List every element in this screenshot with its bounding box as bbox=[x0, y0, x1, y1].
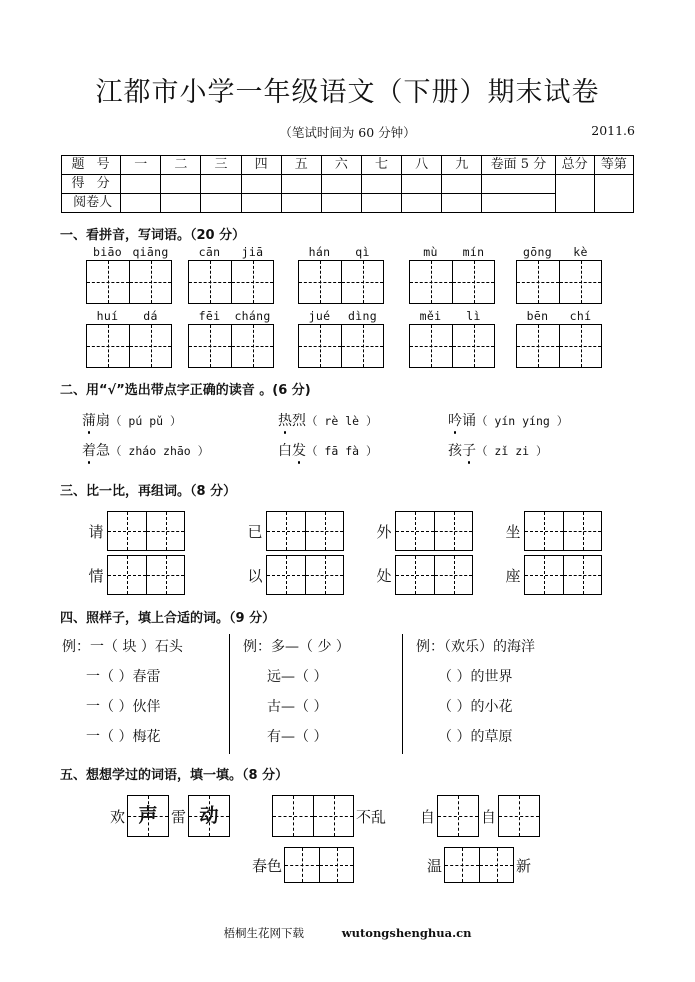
section-5-row-1 bbox=[0, 795, 695, 847]
word-char: 急 bbox=[96, 443, 110, 459]
answer-grid[interactable] bbox=[516, 324, 602, 368]
pinyin-syllable: mù bbox=[423, 245, 438, 259]
writing-cell[interactable] bbox=[189, 325, 231, 367]
answer-grid[interactable] bbox=[298, 260, 384, 304]
pinyin-word-group bbox=[516, 309, 602, 368]
answer-grid[interactable] bbox=[266, 555, 344, 595]
marker-cell-9[interactable] bbox=[442, 194, 482, 213]
pinyin-word-group bbox=[298, 245, 384, 304]
pronunciation-choice-item[interactable] bbox=[278, 440, 377, 460]
row-label-score: 得 分 bbox=[62, 175, 121, 194]
fill-blank-line[interactable]: （ ）的小花 bbox=[438, 699, 513, 715]
writing-cell[interactable] bbox=[108, 556, 146, 594]
answer-grid[interactable] bbox=[188, 795, 230, 837]
prompt-character: 座 bbox=[505, 566, 521, 585]
idiom-character: 欢 bbox=[110, 807, 126, 826]
row-label-marker: 阅卷人 bbox=[62, 194, 121, 213]
writing-cell[interactable] bbox=[305, 556, 343, 594]
pinyin-options[interactable]: （ pú pǔ ） bbox=[110, 414, 182, 428]
answer-grid[interactable] bbox=[444, 847, 514, 883]
pinyin-syllable: mín bbox=[462, 245, 485, 259]
word-char: 诵 bbox=[462, 413, 476, 429]
answer-grid[interactable] bbox=[188, 260, 274, 304]
pinyin-syllable: qì bbox=[355, 245, 370, 259]
writing-cell[interactable] bbox=[267, 556, 305, 594]
score-cell-1[interactable] bbox=[121, 175, 161, 194]
example-line: 例：多—（ 少 ） bbox=[243, 639, 350, 655]
answer-grid[interactable] bbox=[395, 511, 473, 551]
filled-character: 动 bbox=[199, 804, 219, 827]
answer-grid[interactable] bbox=[107, 511, 185, 551]
fill-blank-line[interactable]: （ ）的草原 bbox=[438, 729, 513, 745]
prompt-character: 坐 bbox=[505, 522, 521, 541]
writing-cell[interactable] bbox=[410, 261, 452, 303]
pronunciation-choice-item[interactable] bbox=[278, 410, 377, 430]
pinyin-syllable: lì bbox=[466, 309, 481, 323]
score-cell-2[interactable] bbox=[161, 175, 201, 194]
score-cell-4[interactable] bbox=[241, 175, 281, 194]
writing-cell[interactable] bbox=[559, 325, 601, 367]
pinyin-syllable: kè bbox=[573, 245, 588, 259]
pinyin-syllable: cháng bbox=[234, 309, 271, 323]
fill-blank-line[interactable]: 一（ ）伙伴 bbox=[86, 699, 161, 715]
section-3-heading: 三、比一比，再组词。（8 分） bbox=[60, 484, 237, 499]
writing-cell[interactable] bbox=[299, 325, 341, 367]
idiom-character: 自 bbox=[420, 807, 436, 826]
answer-grid[interactable] bbox=[266, 511, 344, 551]
col-header-grade: 等第 bbox=[594, 156, 633, 175]
writing-cell[interactable] bbox=[434, 512, 472, 550]
section-3-row-2 bbox=[0, 555, 695, 599]
answer-grid[interactable] bbox=[86, 324, 172, 368]
word-char: 烈 bbox=[292, 413, 306, 429]
writing-cell[interactable] bbox=[146, 512, 184, 550]
table-row-score bbox=[62, 175, 634, 194]
pinyin-syllable: chí bbox=[569, 309, 592, 323]
example-line: 例：一（ 块 ）石头 bbox=[62, 639, 183, 655]
word-char: 白 bbox=[278, 443, 292, 459]
writing-cell[interactable] bbox=[129, 261, 171, 303]
pinyin-label bbox=[188, 309, 274, 324]
writing-cell[interactable] bbox=[341, 261, 383, 303]
word-char: 扇 bbox=[96, 413, 110, 429]
col-header-8: 八 bbox=[402, 156, 442, 175]
answer-grid[interactable] bbox=[524, 555, 602, 595]
pronunciation-choice-item[interactable] bbox=[448, 410, 568, 430]
pinyin-label bbox=[409, 309, 495, 324]
answer-grid[interactable] bbox=[188, 324, 274, 368]
idiom-character: 不乱 bbox=[356, 807, 387, 826]
answer-grid[interactable] bbox=[516, 260, 602, 304]
col-header-presentation: 卷面 5 分 bbox=[482, 156, 555, 175]
idiom-character: 春色 bbox=[252, 856, 283, 875]
pinyin-syllable: jiā bbox=[241, 245, 264, 259]
prompt-character: 处 bbox=[376, 566, 392, 585]
section-1-row-2 bbox=[0, 309, 695, 371]
idiom-fill-item bbox=[418, 795, 540, 837]
score-table bbox=[61, 155, 634, 213]
section-2 bbox=[0, 379, 695, 470]
pinyin-label bbox=[516, 309, 602, 324]
score-cell-3[interactable] bbox=[201, 175, 241, 194]
pinyin-syllable: fēi bbox=[198, 309, 221, 323]
pinyin-syllable: dá bbox=[143, 309, 158, 323]
compare-word-item bbox=[244, 511, 344, 551]
word-char: 孩 bbox=[448, 443, 462, 459]
pinyin-syllable: hán bbox=[308, 245, 331, 259]
fill-blank-line[interactable]: 有—（ ） bbox=[267, 729, 328, 745]
score-cell-7[interactable] bbox=[361, 175, 401, 194]
writing-cell[interactable] bbox=[285, 848, 319, 882]
score-cell-8[interactable] bbox=[402, 175, 442, 194]
answer-grid[interactable] bbox=[409, 260, 495, 304]
marker-cell-3[interactable] bbox=[201, 194, 241, 213]
pinyin-syllable: gōng bbox=[523, 245, 552, 259]
compare-word-item bbox=[502, 511, 602, 551]
writing-cell[interactable] bbox=[452, 325, 494, 367]
dotted-character: 蒲 bbox=[82, 410, 96, 430]
section-4 bbox=[0, 607, 695, 760]
section-2-heading: 二、用“√”选出带点字正确的读音 。(6 分) bbox=[60, 383, 311, 398]
score-cell-total[interactable] bbox=[555, 175, 594, 213]
writing-cell[interactable] bbox=[410, 325, 452, 367]
writing-cell[interactable] bbox=[517, 261, 559, 303]
marker-cell-1[interactable] bbox=[121, 194, 161, 213]
col-header-5: 五 bbox=[281, 156, 321, 175]
writing-cell[interactable] bbox=[129, 325, 171, 367]
col-header-6: 六 bbox=[321, 156, 361, 175]
writing-cell[interactable] bbox=[189, 261, 231, 303]
writing-cell[interactable] bbox=[559, 261, 601, 303]
col-header-total: 总分 bbox=[555, 156, 594, 175]
writing-cell[interactable] bbox=[128, 796, 168, 836]
writing-cell[interactable] bbox=[445, 848, 479, 882]
writing-cell[interactable] bbox=[396, 556, 434, 594]
marker-cell-7[interactable] bbox=[361, 194, 401, 213]
idiom-fill-item bbox=[425, 847, 533, 883]
writing-cell[interactable] bbox=[87, 261, 129, 303]
writing-cell[interactable] bbox=[434, 556, 472, 594]
idiom-fill-item bbox=[250, 847, 354, 883]
answer-grid[interactable] bbox=[284, 847, 354, 883]
dotted-character: 子 bbox=[462, 440, 476, 460]
writing-cell[interactable] bbox=[313, 796, 353, 836]
score-cell-6[interactable] bbox=[321, 175, 361, 194]
section-4-heading: 四、照样子，填上合适的词。（9 分） bbox=[60, 611, 276, 626]
score-cell-grade[interactable] bbox=[594, 175, 633, 213]
pinyin-syllable: huí bbox=[96, 309, 119, 323]
section-1-row-1 bbox=[0, 245, 695, 307]
section-5-heading: 五、想想学过的词语，填一填。（8 分） bbox=[60, 768, 289, 783]
col-header-2: 二 bbox=[161, 156, 201, 175]
pinyin-label bbox=[86, 309, 172, 324]
score-cell-9[interactable] bbox=[442, 175, 482, 194]
fill-blank-line[interactable]: （ ）的世界 bbox=[438, 669, 513, 685]
section-5-row-2 bbox=[0, 847, 695, 899]
writing-cell[interactable] bbox=[563, 556, 601, 594]
pinyin-options[interactable]: （ zǐ zi ） bbox=[476, 444, 548, 458]
answer-grid[interactable] bbox=[86, 260, 172, 304]
pinyin-options[interactable]: （ yín yíng ） bbox=[476, 414, 569, 428]
example-line: 例：（欢乐）的海洋 bbox=[416, 639, 535, 655]
pinyin-options[interactable]: （ zháo zhāo ） bbox=[110, 444, 210, 458]
footer-url: wutongshenghua.cn bbox=[341, 926, 472, 940]
idiom-character: 温 bbox=[427, 856, 443, 875]
footer bbox=[0, 925, 695, 941]
marker-cell-4[interactable] bbox=[241, 194, 281, 213]
pinyin-word-group bbox=[516, 245, 602, 304]
table-row-question-no bbox=[62, 156, 634, 175]
section-3-row-1 bbox=[0, 511, 695, 555]
pronunciation-choice-item[interactable] bbox=[82, 410, 181, 430]
writing-cell[interactable] bbox=[305, 512, 343, 550]
pinyin-label bbox=[298, 245, 384, 260]
answer-grid[interactable] bbox=[437, 795, 479, 837]
compare-word-item bbox=[373, 511, 473, 551]
pinyin-syllable: bēn bbox=[526, 309, 549, 323]
pinyin-syllable: qiāng bbox=[132, 245, 169, 259]
table-row-marker bbox=[62, 194, 634, 213]
col-header-1: 一 bbox=[121, 156, 161, 175]
idiom-fill-item bbox=[272, 795, 388, 837]
fill-word-column bbox=[243, 632, 350, 752]
pinyin-word-group bbox=[86, 245, 172, 304]
filled-character: 声 bbox=[138, 804, 158, 827]
writing-cell[interactable] bbox=[517, 325, 559, 367]
writing-cell[interactable] bbox=[299, 261, 341, 303]
fill-blank-line[interactable]: 一（ ）春雷 bbox=[86, 669, 161, 685]
col-header-9: 九 bbox=[442, 156, 482, 175]
writing-cell[interactable] bbox=[563, 512, 601, 550]
pinyin-syllable: biāo bbox=[93, 245, 122, 259]
answer-grid[interactable] bbox=[395, 555, 473, 595]
score-cell-presentation[interactable] bbox=[482, 175, 555, 194]
pinyin-word-group bbox=[298, 309, 384, 368]
writing-cell[interactable] bbox=[87, 325, 129, 367]
writing-cell[interactable] bbox=[525, 512, 563, 550]
column-divider bbox=[229, 634, 230, 754]
col-header-4: 四 bbox=[241, 156, 281, 175]
marker-cell-presentation[interactable] bbox=[482, 194, 555, 213]
prompt-character: 请 bbox=[88, 522, 104, 541]
pinyin-label bbox=[298, 309, 384, 324]
col-header-7: 七 bbox=[361, 156, 401, 175]
page-title: 江都市小学一年级语文（下册）期末试卷 bbox=[95, 77, 600, 108]
pronunciation-choice-item[interactable] bbox=[82, 440, 209, 460]
pinyin-word-group bbox=[188, 309, 274, 368]
pinyin-word-group bbox=[409, 309, 495, 368]
compare-word-item bbox=[373, 555, 473, 595]
compare-word-item bbox=[85, 511, 185, 551]
col-header-3: 三 bbox=[201, 156, 241, 175]
exam-date: 2011.6 bbox=[591, 123, 635, 138]
writing-cell[interactable] bbox=[146, 556, 184, 594]
row-label-question-no: 题 号 bbox=[62, 156, 121, 175]
section-1-heading: 一、看拼音，写词语。（20 分） bbox=[60, 228, 246, 243]
idiom-character: 雷 bbox=[171, 807, 187, 826]
section-2-row-2 bbox=[0, 440, 695, 470]
writing-cell[interactable] bbox=[273, 796, 313, 836]
prompt-character: 外 bbox=[376, 522, 392, 541]
writing-cell[interactable] bbox=[319, 848, 353, 882]
answer-grid[interactable] bbox=[498, 795, 540, 837]
pinyin-label bbox=[516, 245, 602, 260]
marker-cell-2[interactable] bbox=[161, 194, 201, 213]
answer-grid[interactable] bbox=[272, 795, 354, 837]
idiom-character: 自 bbox=[481, 807, 497, 826]
answer-grid[interactable] bbox=[524, 511, 602, 551]
answer-grid[interactable] bbox=[409, 324, 495, 368]
answer-grid[interactable] bbox=[107, 555, 185, 595]
section-3 bbox=[0, 480, 695, 599]
dotted-character: 吟 bbox=[448, 410, 462, 430]
pinyin-options[interactable]: （ fā fà ） bbox=[306, 444, 378, 458]
writing-cell[interactable] bbox=[231, 325, 273, 367]
pinyin-word-group bbox=[86, 309, 172, 368]
fill-blank-line[interactable]: 一（ ）梅花 bbox=[86, 729, 161, 745]
writing-cell[interactable] bbox=[231, 261, 273, 303]
pinyin-options[interactable]: （ rè lè ） bbox=[306, 414, 378, 428]
pinyin-syllable: měi bbox=[419, 309, 442, 323]
writing-cell[interactable] bbox=[479, 848, 513, 882]
pinyin-word-group bbox=[409, 245, 495, 304]
idiom-fill-item bbox=[108, 795, 230, 837]
footer-site-name: 梧桐生花网下载 bbox=[223, 926, 305, 940]
pinyin-label bbox=[188, 245, 274, 260]
pinyin-word-group bbox=[188, 245, 274, 304]
answer-grid[interactable] bbox=[127, 795, 169, 837]
marker-cell-8[interactable] bbox=[402, 194, 442, 213]
fill-blank-line[interactable]: 古—（ ） bbox=[267, 699, 328, 715]
writing-cell[interactable] bbox=[452, 261, 494, 303]
fill-word-column bbox=[416, 632, 535, 752]
dotted-character: 发 bbox=[292, 440, 306, 460]
writing-cell[interactable] bbox=[267, 512, 305, 550]
section-1 bbox=[0, 224, 695, 371]
exam-duration: （笔试时间为 60 分钟） bbox=[279, 125, 416, 140]
score-cell-5[interactable] bbox=[281, 175, 321, 194]
pronunciation-choice-item[interactable] bbox=[448, 440, 547, 460]
pinyin-syllable: cān bbox=[198, 245, 221, 259]
section-2-row-1 bbox=[0, 410, 695, 440]
pinyin-label bbox=[409, 245, 495, 260]
marker-cell-5[interactable] bbox=[281, 194, 321, 213]
compare-word-item bbox=[502, 555, 602, 595]
prompt-character: 情 bbox=[88, 566, 104, 585]
prompt-character: 以 bbox=[247, 566, 263, 585]
section-4-body bbox=[0, 632, 695, 760]
writing-cell[interactable] bbox=[108, 512, 146, 550]
section-5 bbox=[0, 764, 695, 899]
marker-cell-6[interactable] bbox=[321, 194, 361, 213]
fill-blank-line[interactable]: 远—（ ） bbox=[267, 669, 328, 685]
answer-grid[interactable] bbox=[298, 324, 384, 368]
writing-cell[interactable] bbox=[525, 556, 563, 594]
writing-cell[interactable] bbox=[499, 796, 539, 836]
writing-cell[interactable] bbox=[341, 325, 383, 367]
score-table-wrap bbox=[61, 155, 635, 213]
prompt-character: 已 bbox=[247, 522, 263, 541]
pinyin-syllable: dìng bbox=[348, 309, 377, 323]
dotted-character: 着 bbox=[82, 440, 96, 460]
idiom-character: 新 bbox=[516, 856, 532, 875]
writing-cell[interactable] bbox=[189, 796, 229, 836]
dotted-character: 热 bbox=[278, 410, 292, 430]
writing-cell[interactable] bbox=[438, 796, 478, 836]
column-divider bbox=[402, 634, 403, 754]
header-subline bbox=[0, 123, 695, 143]
compare-word-item bbox=[85, 555, 185, 595]
writing-cell[interactable] bbox=[396, 512, 434, 550]
fill-word-column bbox=[62, 632, 183, 752]
pinyin-syllable: jué bbox=[308, 309, 331, 323]
compare-word-item bbox=[244, 555, 344, 595]
pinyin-label bbox=[86, 245, 172, 260]
